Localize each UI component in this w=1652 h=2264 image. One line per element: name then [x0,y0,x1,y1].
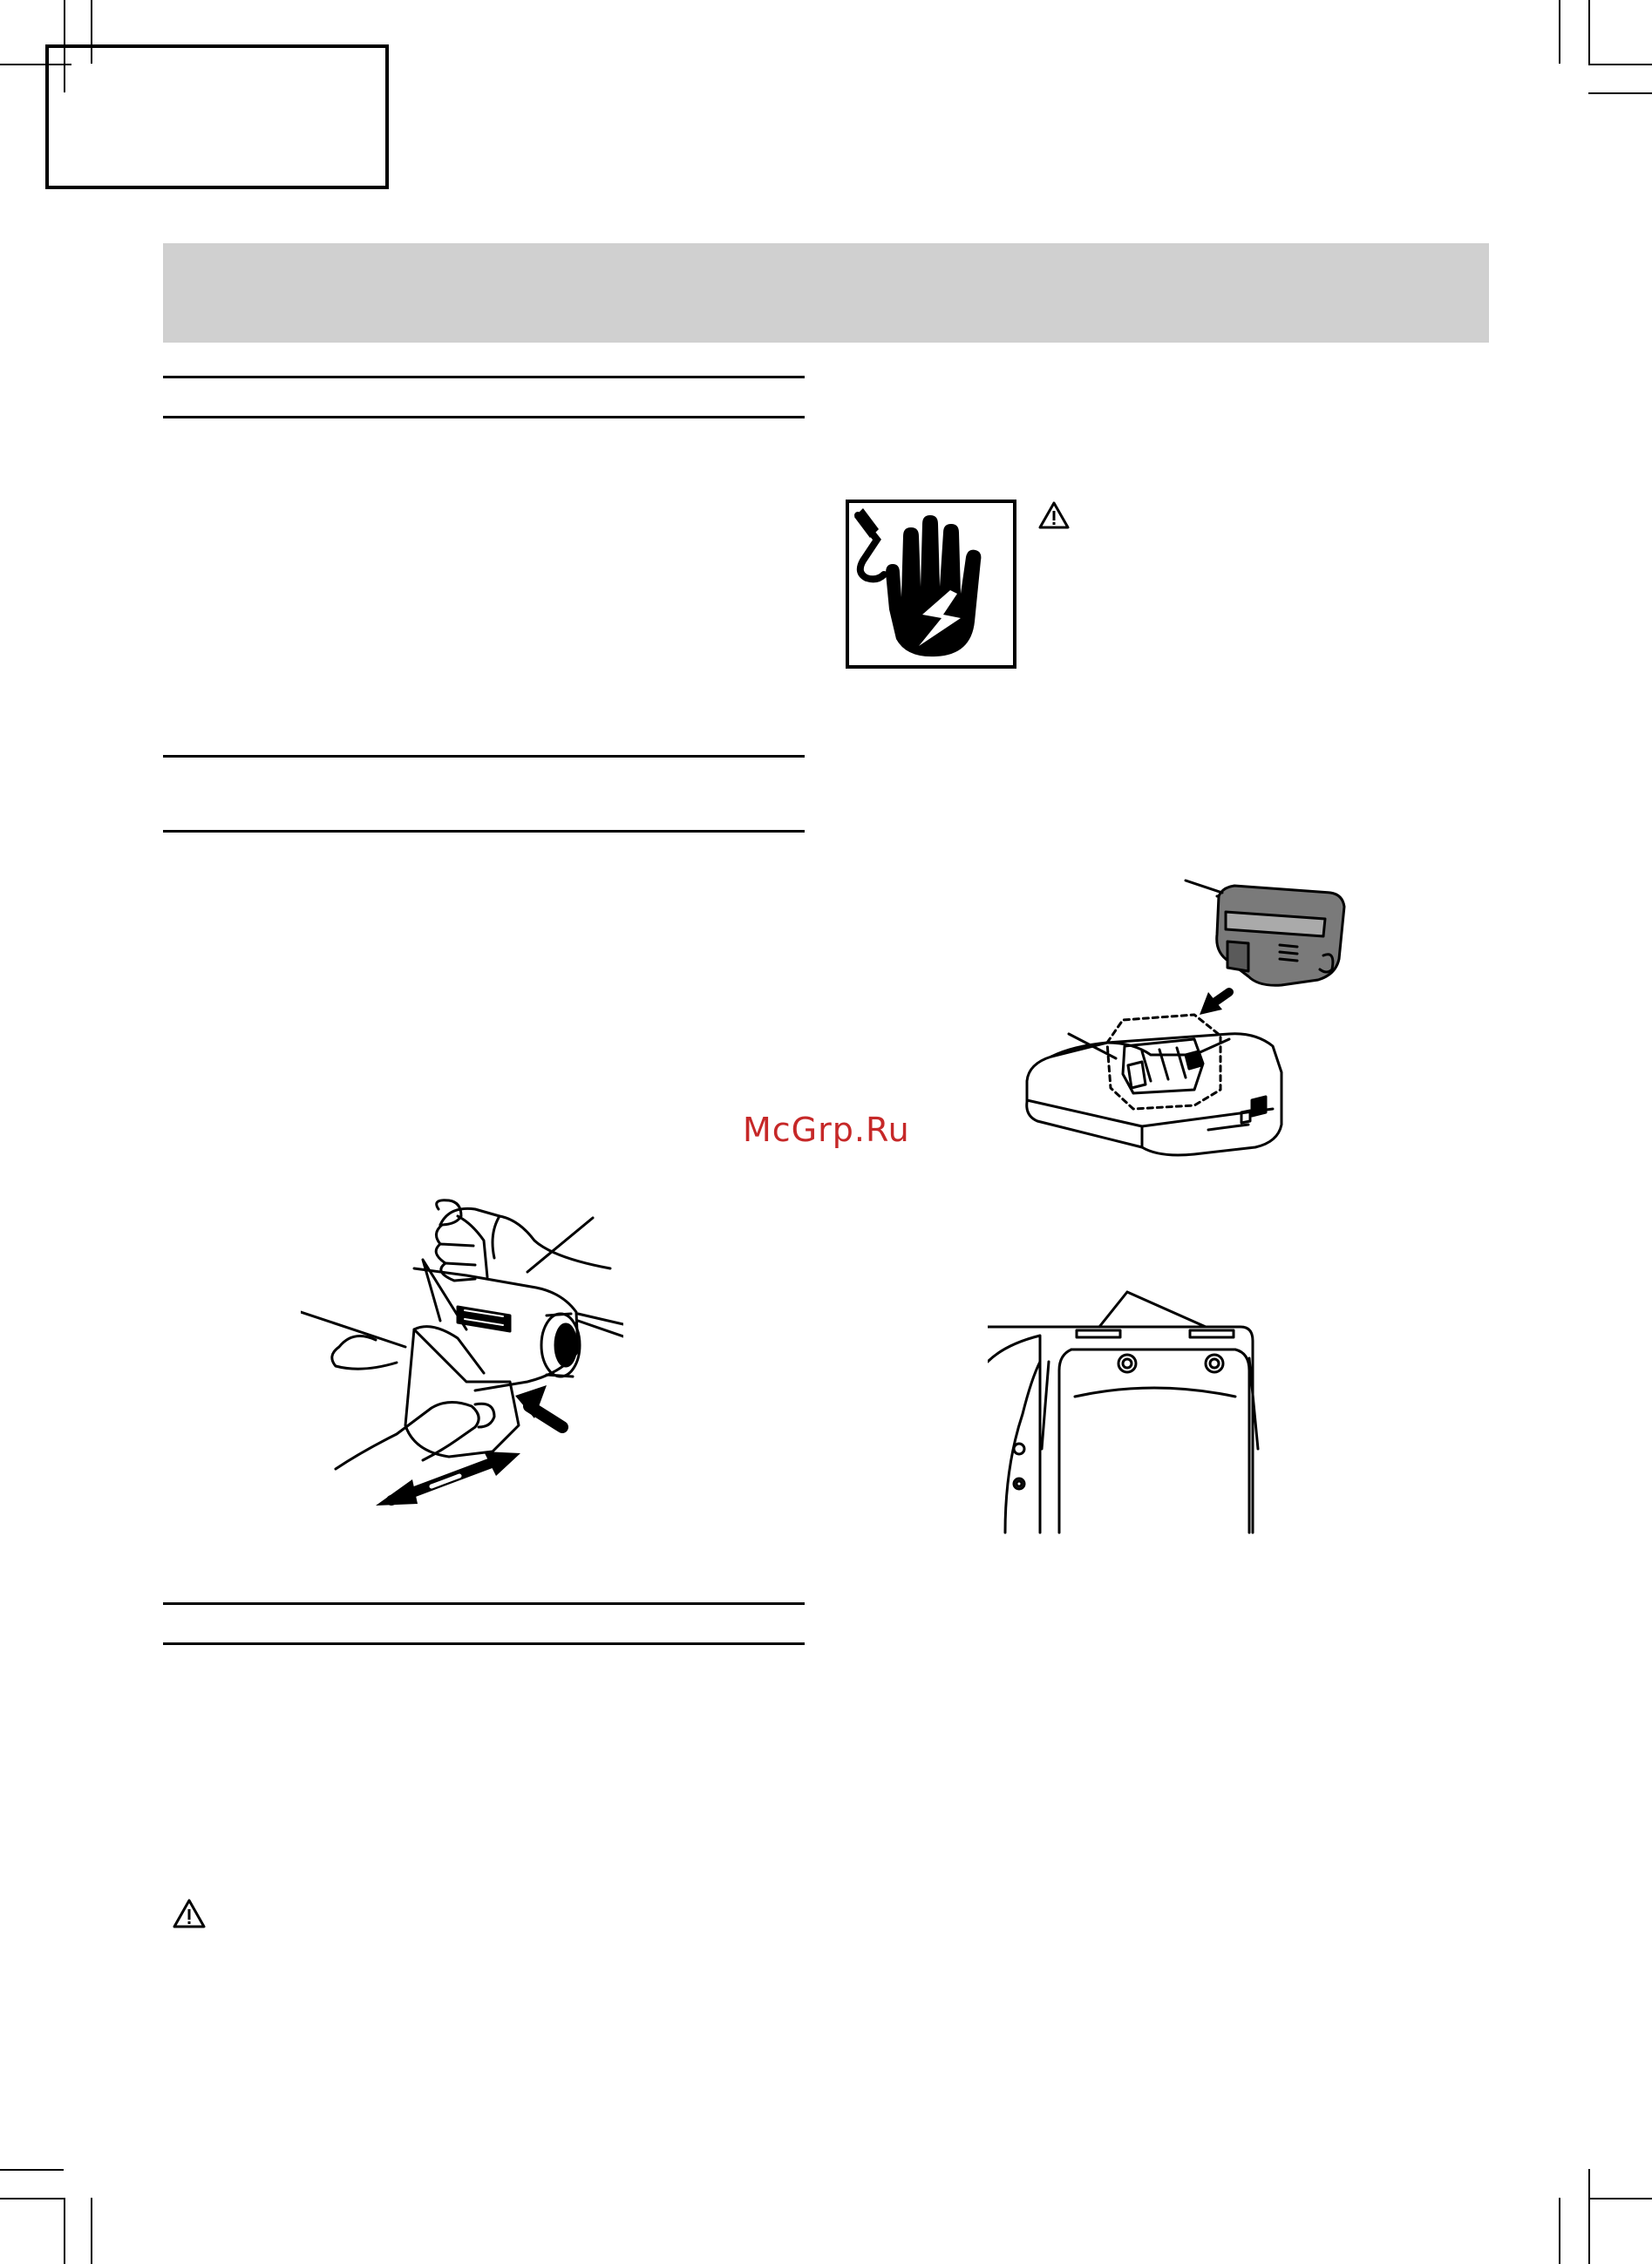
crop-mark [1559,0,1560,64]
warning-triangle-icon [1037,500,1071,530]
crop-mark [64,2198,65,2264]
section-rule [163,416,805,418]
charger-vent-slots-illustration [988,1275,1284,1536]
crop-mark [1588,92,1652,94]
crop-mark [1588,2198,1652,2199]
section-rule [163,376,805,378]
crop-mark [0,2198,64,2199]
section-rule [163,830,805,833]
section-rule [163,755,805,758]
crop-mark [1588,64,1652,65]
electric-shock-hand-icon [846,500,1016,669]
crop-mark [1588,0,1590,64]
charger-battery-insertion-illustration [1020,872,1386,1203]
crop-mark [91,2198,92,2264]
crop-mark [0,2169,64,2171]
crop-mark [1588,2169,1590,2264]
section-header-band [163,243,1489,343]
section-rule [163,1642,805,1645]
corner-language-box [45,44,389,189]
section-rule [163,1602,805,1605]
crop-mark [1559,2198,1560,2264]
battery-removal-illustration [301,1199,623,1534]
warning-triangle-icon [172,1898,207,1929]
watermark-text: McGrp.Ru [743,1111,910,1149]
